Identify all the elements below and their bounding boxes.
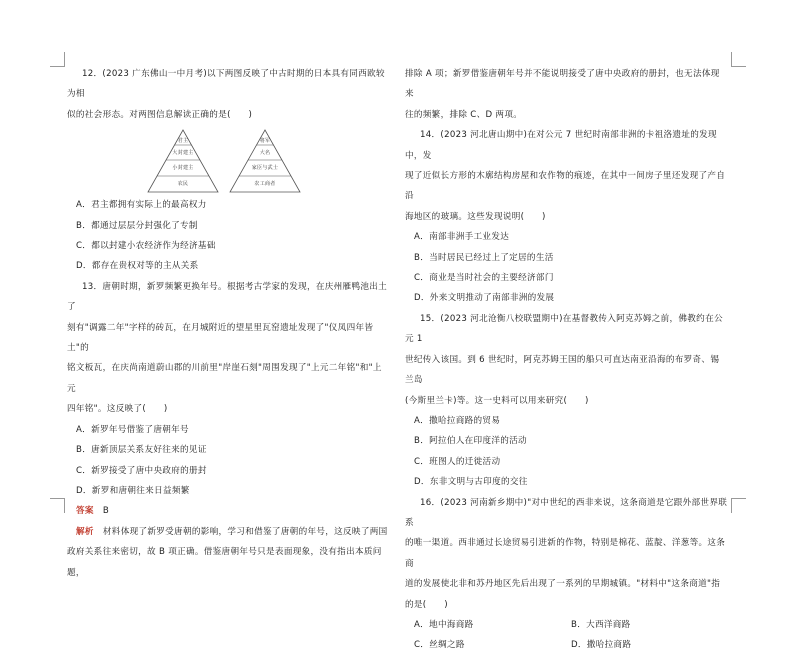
question-15-option-d: D．东非文明与古印度的交往 xyxy=(414,477,528,488)
question-16 xyxy=(405,493,728,656)
pyramid-figures xyxy=(67,127,389,193)
question-16-option-c: C．丝绸之路 xyxy=(414,640,465,651)
analysis-continued-line-2: 往的频繁，排除 C、D 两项。 xyxy=(405,109,523,120)
question-13-option-b: B．唐新顶层关系友好往来的见证 xyxy=(76,445,207,456)
question-16-options-row-2 xyxy=(405,635,728,655)
question-13-stem-line-1: 13．唐朝时期，新罗频繁更换年号。根据考古学家的发现，在庆州雁鸭池出土了 xyxy=(67,281,388,313)
question-16-option-b: B．大西洋商路 xyxy=(571,619,631,630)
question-15 xyxy=(405,309,728,493)
crop-mark-bottom-left xyxy=(50,498,65,513)
question-12-stem-line-2: 似的社会形态。对两图信息解读正确的是( ) xyxy=(67,109,253,120)
question-15-stem-line-2: 世纪传入该国。到 6 世纪时，阿克苏姆王国的船只可直达南亚沿海的布罗奇、锡兰岛 xyxy=(405,354,720,386)
question-16-options-row-1 xyxy=(405,615,728,635)
question-13-stem-line-2: 刻有"调露二年"字样的砖瓦，在月城附近的望星里瓦窑遗址发现了"仪凤四年皆土"的 xyxy=(67,322,374,354)
question-13-option-d: D．新罗和唐朝往来日益频繁 xyxy=(76,485,190,496)
left-column xyxy=(67,64,389,583)
question-16-stem-line-4: 的是( ) xyxy=(405,599,448,610)
pyramid-europe xyxy=(147,129,219,193)
question-14 xyxy=(405,125,728,309)
answer-value: B xyxy=(102,506,110,517)
question-13-answer xyxy=(67,501,389,521)
question-14-option-d: D．外来文明推动了南部非洲的发展 xyxy=(414,293,555,304)
analysis-continued-line-1: 排除 A 项；新罗借鉴唐朝年号并不能说明接受了唐中央政府的册封，也无法体现来 xyxy=(405,69,720,100)
right-column xyxy=(405,64,728,656)
crop-mark-bottom-right xyxy=(731,498,746,513)
question-13-option-a: A．新罗年号借鉴了唐朝年号 xyxy=(76,424,189,435)
pyramid-japan-level-4: 农工商者 xyxy=(254,181,276,188)
question-12-option-b: B．都通过层层分封强化了专制 xyxy=(76,220,198,231)
pyramid-europe-level-3: 小封建主 xyxy=(172,165,194,172)
question-15-option-b: B．阿拉伯人在印度洋的活动 xyxy=(414,436,527,447)
question-15-option-a: A．撒哈拉商路的贸易 xyxy=(414,415,501,426)
pyramid-japan xyxy=(229,129,301,193)
question-16-option-d: D．撒哈拉商路 xyxy=(571,640,632,651)
question-12-stem-line-1: 12．(2023 广东佛山一中月考)以下两图反映了中古时期的日本具有同西欧较为相 xyxy=(67,69,385,100)
question-14-option-c: C．商业是当时社会的主要经济部门 xyxy=(414,273,554,284)
question-15-stem-line-1: 15．(2023 河北沧衡八校联盟期中)在基督教传入阿克苏姆之前，佛教约在公元 1 xyxy=(405,313,723,345)
pyramid-europe-level-4: 农民 xyxy=(177,181,189,188)
question-14-stem-line-1: 14．(2023 河北唐山期中)在对公元 7 世纪时南部非洲的卡祖洛遗址的发现中，发 xyxy=(405,130,717,161)
question-14-option-b: B．当时居民已经过上了定居的生活 xyxy=(414,252,554,263)
question-15-option-c: C．班图人的迁徙活动 xyxy=(414,456,501,467)
pyramid-japan-level-1: 将军 xyxy=(259,138,271,145)
question-13-option-c: C．新罗接受了唐中央政府的册封 xyxy=(76,465,207,476)
analysis-label: 解析 xyxy=(76,526,94,537)
pyramid-japan-level-3: 家臣与武士 xyxy=(251,165,279,172)
question-14-stem-line-2: 现了近似长方形的木廓结构房屋和农作物的痕迹，在其中一间房子里还发现了产自沿 xyxy=(405,171,726,202)
analysis-text-1: 材料体现了新罗受唐朝的影响，学习和借鉴了唐朝的年号，这反映了两国 xyxy=(102,526,388,537)
question-14-stem-line-3: 海地区的玻璃。这些发现说明( ) xyxy=(405,211,546,222)
answer-label: 答案 xyxy=(76,506,94,517)
pyramid-japan-level-2: 大名 xyxy=(259,150,271,157)
question-13-stem-line-3: 铭文板瓦，在庆尚南道蔚山郡的川前里"岸崖石刻"周围发现了"上元二年铭"和"上元 xyxy=(67,363,382,394)
question-16-option-a: A．地中海商路 xyxy=(414,619,474,630)
crop-mark-top-left xyxy=(50,52,65,67)
pyramid-europe-level-2: 大封建主 xyxy=(172,150,194,157)
question-16-stem-line-2: 的唯一渠道。西非通过长途贸易引进新的作物，特别是棉花、蓝靛、洋葱等。这条商 xyxy=(405,538,726,569)
question-12-option-c: C．都以封建小农经济作为经济基础 xyxy=(76,241,216,252)
question-15-stem-line-3: (今斯里兰卡)等。这一史料可以用来研究( ) xyxy=(405,395,589,406)
question-13 xyxy=(67,277,389,583)
question-12 xyxy=(67,64,389,277)
question-14-option-a: A．南部非洲手工业发达 xyxy=(414,232,510,243)
question-13-analysis-line-1 xyxy=(67,522,389,542)
question-16-stem-line-1: 16．(2023 河南新乡期中)"对中世纪的西非来说，这条商道是它跟外部世界联系 xyxy=(405,497,728,528)
question-16-stem-line-3: 道的发展使北非和苏丹地区先后出现了一系列的早期城镇。"材料中"这条商道"指 xyxy=(405,579,721,590)
pyramid-europe-level-1: 君主 xyxy=(177,138,189,145)
crop-mark-top-right xyxy=(731,52,746,67)
question-12-option-a: A．君主都拥有实际上的最高权力 xyxy=(76,200,207,211)
question-13-stem-line-4: 四年铭"。这反映了( ) xyxy=(67,404,168,415)
question-13-analysis-line-2: 政府关系往来密切，故 B 项正确。借鉴唐朝年号只是表面现象，没有指出本质问题， xyxy=(67,547,382,578)
question-12-option-d: D．都存在贵权对等的主从关系 xyxy=(76,261,199,272)
